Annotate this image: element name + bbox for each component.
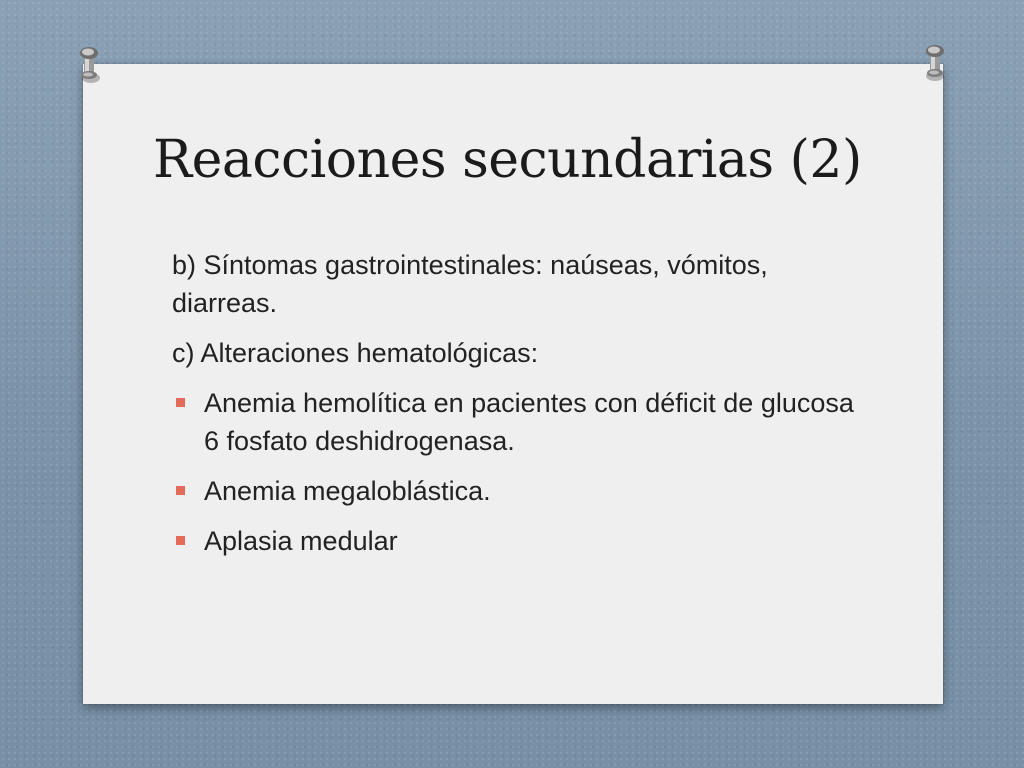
bullet-item-hemolytic-anemia: [172, 384, 872, 460]
pushpin-icon: [918, 42, 952, 86]
square-bullet-icon: [176, 398, 185, 407]
paragraph-gastrointestinal: b) Síntomas gastrointestinales: naúseas, vómitos, diarreas.: [172, 250, 768, 318]
paragraph-hematological: c) Alteraciones hematológicas:: [172, 338, 539, 368]
bullet-text: Aplasia medular: [204, 526, 398, 556]
square-bullet-icon: [176, 486, 185, 495]
pushpin-icon: [72, 44, 106, 88]
slide-content: [172, 246, 872, 572]
bullet-item-medullary-aplasia: [172, 522, 872, 560]
slide-title: Reacciones secundarias (2): [153, 130, 862, 190]
bullet-list: [172, 384, 872, 560]
bullet-item-megaloblastic-anemia: [172, 472, 872, 510]
bullet-text: Anemia hemolítica en pacientes con déficit de glucosa 6 fosfato deshidrogenasa.: [204, 388, 854, 456]
square-bullet-icon: [176, 536, 185, 545]
bullet-text: Anemia megaloblástica.: [204, 476, 491, 506]
